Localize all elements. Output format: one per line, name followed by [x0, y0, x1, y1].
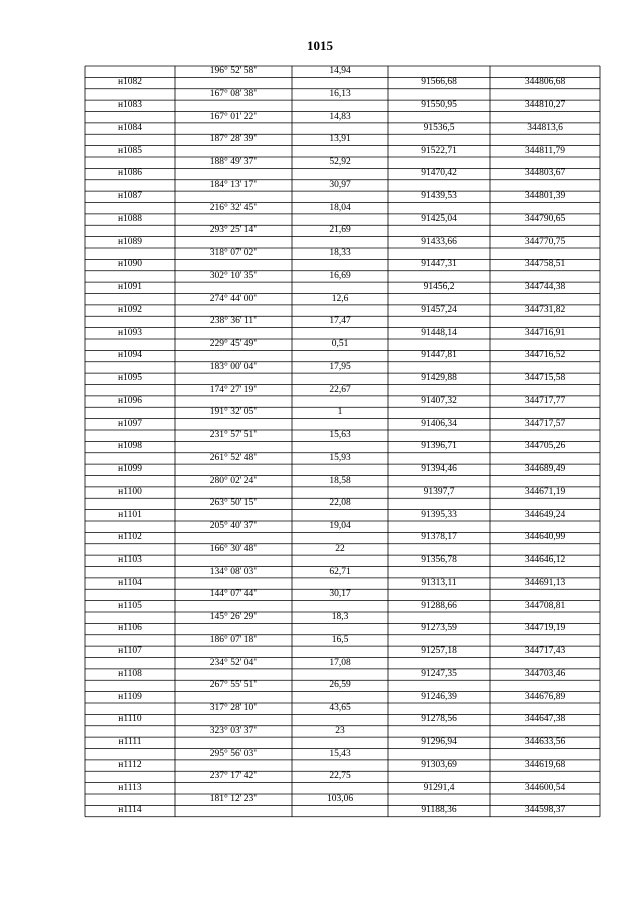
- distance-cell: 17,95: [329, 361, 351, 372]
- distance-cell: 23: [335, 725, 345, 736]
- angle-cell: 184° 13' 17": [209, 179, 258, 190]
- y-coordinate-cell: 344646,12: [524, 555, 566, 566]
- x-coordinate-cell: 91457,24: [421, 304, 457, 315]
- y-coordinate-cell: 344719,19: [524, 623, 566, 634]
- distance-cell: 62,71: [329, 566, 351, 577]
- angle-cell: 144° 07' 44": [209, 589, 258, 600]
- x-coordinate-cell: 91439,53: [421, 191, 457, 202]
- x-coordinate-cell: 91257,18: [421, 646, 457, 657]
- table-row: [85, 794, 600, 817]
- distance-cell: 15,43: [329, 748, 351, 759]
- angle-cell: 318° 07' 02": [209, 248, 258, 258]
- y-coordinate-cell: 344716,91: [524, 327, 566, 338]
- table-row: [85, 453, 600, 476]
- y-coordinate-cell: 344705,26: [524, 441, 566, 452]
- y-coordinate-cell: 344806,68: [524, 77, 566, 88]
- x-coordinate-cell: 91246,39: [421, 691, 457, 702]
- point-cell: н1105: [118, 600, 142, 611]
- y-coordinate-cell: 344703,46: [524, 668, 566, 679]
- table-row: [85, 248, 600, 271]
- distance-cell: 17,08: [329, 657, 351, 668]
- distance-cell: 21,69: [329, 225, 351, 236]
- angle-cell: 274° 44' 00": [209, 293, 258, 304]
- point-cell: н1088: [117, 213, 143, 224]
- point-cell: н1107: [118, 646, 142, 657]
- point-cell: н1083: [117, 100, 143, 111]
- distance-cell: 103,06: [326, 794, 354, 804]
- point-cell: н1086: [117, 168, 143, 179]
- angle-cell: 280° 02' 24": [209, 475, 258, 486]
- page-number: 1015: [307, 38, 333, 53]
- angle-cell: 323° 03' 37": [209, 725, 258, 736]
- distance-cell: 26,59: [329, 680, 351, 691]
- x-coordinate-cell: 91447,81: [421, 350, 457, 361]
- angle-cell: 238° 36' 11": [209, 316, 258, 327]
- angle-cell: 181° 12' 23": [209, 794, 258, 804]
- point-cell: н1093: [117, 327, 143, 338]
- y-coordinate-cell: 344716,52: [524, 350, 566, 361]
- table-row: [85, 680, 600, 703]
- x-coordinate-cell: 91397,7: [423, 486, 455, 497]
- x-coordinate-cell: 91356,78: [421, 555, 457, 566]
- distance-cell: 1: [337, 407, 343, 418]
- point-cell: н1092: [117, 304, 143, 315]
- table-row: [85, 635, 600, 658]
- distance-cell: 13,91: [329, 134, 351, 145]
- point-cell: н1096: [117, 395, 143, 406]
- y-coordinate-cell: 344619,68: [524, 759, 566, 770]
- angle-cell: 167° 08' 38": [209, 88, 258, 99]
- table-row: [85, 157, 600, 180]
- coordinates-table: [85, 66, 600, 817]
- point-cell: н1110: [118, 714, 142, 725]
- table-row: [85, 544, 600, 567]
- angle-cell: 231° 57' 51": [209, 430, 258, 440]
- angle-cell: 263° 50' 15": [209, 498, 258, 509]
- point-cell: н1108: [118, 668, 142, 679]
- distance-cell: 30,97: [329, 179, 351, 190]
- angle-cell: 134° 08' 03": [209, 566, 258, 577]
- distance-cell: 30,17: [329, 589, 351, 600]
- angle-cell: 183° 00' 04": [209, 361, 258, 372]
- angle-cell: 174° 27' 19": [209, 384, 258, 395]
- table-row: [85, 430, 600, 453]
- x-coordinate-cell: 91407,32: [421, 395, 457, 406]
- angle-cell: 293° 25' 14": [209, 225, 258, 236]
- point-cell: н1094: [117, 350, 143, 361]
- y-coordinate-cell: 344813,6: [527, 122, 563, 133]
- table-row: [85, 203, 600, 226]
- y-coordinate-cell: 344715,58: [524, 373, 566, 384]
- point-cell: н1098: [117, 441, 143, 452]
- y-coordinate-cell: 344633,56: [524, 737, 566, 748]
- y-coordinate-cell: 344689,49: [524, 464, 566, 475]
- distance-cell: 18,58: [329, 475, 351, 486]
- distance-cell: 16,13: [329, 88, 351, 99]
- y-coordinate-cell: 344640,99: [524, 532, 566, 543]
- angle-cell: 167° 01' 22": [209, 111, 258, 122]
- y-coordinate-cell: 344717,43: [524, 646, 566, 657]
- angle-cell: 205° 40' 37": [209, 521, 258, 531]
- table-row: [85, 66, 600, 89]
- point-cell: н1103: [118, 555, 142, 566]
- y-coordinate-cell: 344770,75: [524, 236, 566, 247]
- x-coordinate-cell: 91273,59: [421, 623, 457, 634]
- angle-cell: 302° 10' 35": [209, 270, 258, 281]
- table-row: [85, 362, 600, 385]
- x-coordinate-cell: 91378,17: [421, 532, 457, 543]
- angle-cell: 145° 26' 29": [209, 612, 258, 622]
- y-coordinate-cell: 344758,51: [524, 259, 566, 270]
- angle-cell: 188° 49' 37": [209, 157, 258, 167]
- x-coordinate-cell: 91433,66: [421, 236, 457, 247]
- point-cell: н1091: [117, 282, 143, 293]
- x-coordinate-cell: 91291,4: [423, 782, 455, 793]
- angle-cell: 191° 32' 05": [209, 407, 258, 418]
- table-row: [85, 225, 600, 248]
- x-coordinate-cell: 91470,42: [421, 168, 457, 179]
- distance-cell: 16,5: [331, 634, 349, 645]
- y-coordinate-cell: 344810,27: [524, 100, 566, 111]
- y-coordinate-cell: 344691,13: [524, 577, 566, 588]
- y-coordinate-cell: 344708,81: [524, 600, 566, 611]
- point-cell: н1111: [118, 737, 142, 748]
- point-cell: н1082: [117, 77, 143, 88]
- y-coordinate-cell: 344600,54: [524, 782, 566, 793]
- x-coordinate-cell: 91278,56: [421, 714, 457, 725]
- distance-cell: 16,69: [329, 270, 351, 281]
- table-row: [85, 498, 600, 521]
- table-row: [85, 385, 600, 408]
- point-cell: н1085: [117, 145, 143, 156]
- table-row: [85, 521, 600, 544]
- table-row: [85, 134, 600, 157]
- distance-cell: 22,08: [329, 498, 351, 509]
- table-row: [85, 567, 600, 590]
- x-coordinate-cell: 91394,46: [421, 464, 457, 475]
- point-cell: н1102: [118, 532, 142, 543]
- angle-cell: 216° 32' 45": [209, 202, 258, 213]
- angle-cell: 186° 07' 18": [209, 634, 258, 645]
- y-coordinate-cell: 344790,65: [524, 213, 566, 224]
- angle-cell: 187° 28' 39": [209, 134, 258, 145]
- x-coordinate-cell: 91522,71: [421, 145, 457, 156]
- y-coordinate-cell: 344803,67: [524, 168, 566, 179]
- x-coordinate-cell: 91288,66: [421, 600, 457, 611]
- distance-cell: 22: [335, 543, 345, 554]
- point-cell: н1095: [117, 373, 143, 384]
- x-coordinate-cell: 91313,11: [421, 577, 457, 588]
- distance-cell: 0,51: [331, 339, 349, 349]
- point-cell: н1087: [117, 191, 143, 202]
- y-coordinate-cell: 344717,77: [524, 395, 566, 406]
- distance-cell: 22,67: [329, 384, 351, 395]
- point-cell: н1100: [118, 486, 142, 497]
- y-coordinate-cell: 344731,82: [524, 304, 566, 315]
- x-coordinate-cell: 91395,33: [421, 509, 457, 520]
- point-cell: н1097: [117, 418, 143, 429]
- x-coordinate-cell: 91296,94: [421, 737, 457, 748]
- x-coordinate-cell: 91247,35: [421, 668, 457, 679]
- angle-cell: 261° 52' 48": [209, 452, 258, 463]
- x-coordinate-cell: 91550,95: [421, 100, 457, 111]
- distance-cell: 19,04: [329, 521, 351, 531]
- y-coordinate-cell: 344744,38: [524, 282, 566, 293]
- distance-cell: 18,3: [331, 612, 349, 622]
- table-row: [85, 180, 600, 203]
- y-coordinate-cell: 344676,89: [524, 691, 566, 702]
- y-coordinate-cell: 344647,38: [524, 714, 566, 725]
- x-coordinate-cell: 91456,2: [423, 282, 455, 293]
- angle-cell: 295° 56' 03": [209, 748, 258, 759]
- y-coordinate-cell: 344671,19: [524, 486, 566, 497]
- point-cell: н1090: [117, 259, 143, 270]
- x-coordinate-cell: 91448,14: [421, 327, 457, 338]
- table-row: [85, 294, 600, 317]
- table-row: [85, 658, 600, 681]
- y-coordinate-cell: 344649,24: [524, 509, 566, 520]
- x-coordinate-cell: 91303,69: [421, 759, 457, 770]
- point-cell: н1101: [118, 509, 142, 520]
- table-row: [85, 112, 600, 135]
- x-coordinate-cell: 91406,34: [421, 418, 457, 429]
- angle-cell: 229° 45' 49": [209, 339, 258, 349]
- table-row: [85, 339, 600, 362]
- angle-cell: 317° 28' 10": [209, 703, 258, 713]
- point-cell: н1089: [117, 236, 143, 247]
- table-row: [85, 749, 600, 772]
- point-cell: н1104: [118, 577, 142, 588]
- table-row: [85, 271, 600, 294]
- x-coordinate-cell: 91566,68: [421, 77, 457, 88]
- table-row: [85, 589, 600, 612]
- point-cell: н1112: [118, 759, 142, 770]
- y-coordinate-cell: 344811,79: [524, 145, 566, 156]
- table-row: [85, 726, 600, 749]
- x-coordinate-cell: 91447,31: [421, 259, 457, 270]
- table-row: [85, 407, 600, 430]
- x-coordinate-cell: 91396,71: [421, 441, 457, 452]
- y-coordinate-cell: 344598,37: [524, 805, 566, 816]
- x-coordinate-cell: 91425,04: [421, 213, 457, 224]
- distance-cell: 43,65: [329, 703, 351, 713]
- table-row: [85, 316, 600, 339]
- distance-cell: 15,63: [329, 430, 351, 440]
- point-cell: н1084: [117, 122, 143, 133]
- point-cell: н1113: [118, 782, 142, 793]
- table-row: [85, 612, 600, 635]
- point-cell: н1114: [118, 805, 142, 816]
- point-cell: н1109: [118, 691, 142, 702]
- distance-cell: 22,75: [329, 771, 351, 782]
- distance-cell: 18,33: [329, 248, 351, 258]
- distance-cell: 14,94: [329, 66, 351, 76]
- angle-cell: 196° 52' 58": [209, 66, 258, 76]
- table-row: [85, 703, 600, 726]
- x-coordinate-cell: 91188,36: [421, 805, 457, 816]
- angle-cell: 234° 52' 04": [209, 657, 258, 668]
- distance-cell: 12,6: [331, 293, 349, 304]
- angle-cell: 237° 17' 42": [209, 771, 258, 782]
- point-cell: н1106: [118, 623, 142, 634]
- distance-cell: 15,93: [329, 452, 351, 463]
- x-coordinate-cell: 91429,88: [421, 373, 457, 384]
- distance-cell: 52,92: [329, 157, 351, 167]
- angle-cell: 166° 30' 48": [209, 543, 258, 554]
- y-coordinate-cell: 344717,57: [524, 418, 566, 429]
- distance-cell: 14,83: [329, 111, 351, 122]
- x-coordinate-cell: 91536,5: [423, 122, 455, 133]
- table-row: [85, 476, 600, 499]
- y-coordinate-cell: 344801,39: [524, 191, 566, 202]
- distance-cell: 17,47: [329, 316, 351, 327]
- distance-cell: 18,04: [329, 202, 351, 213]
- angle-cell: 267° 55' 51": [209, 680, 258, 691]
- point-cell: н1099: [117, 464, 143, 475]
- table-row: [85, 771, 600, 794]
- table-row: [85, 89, 600, 112]
